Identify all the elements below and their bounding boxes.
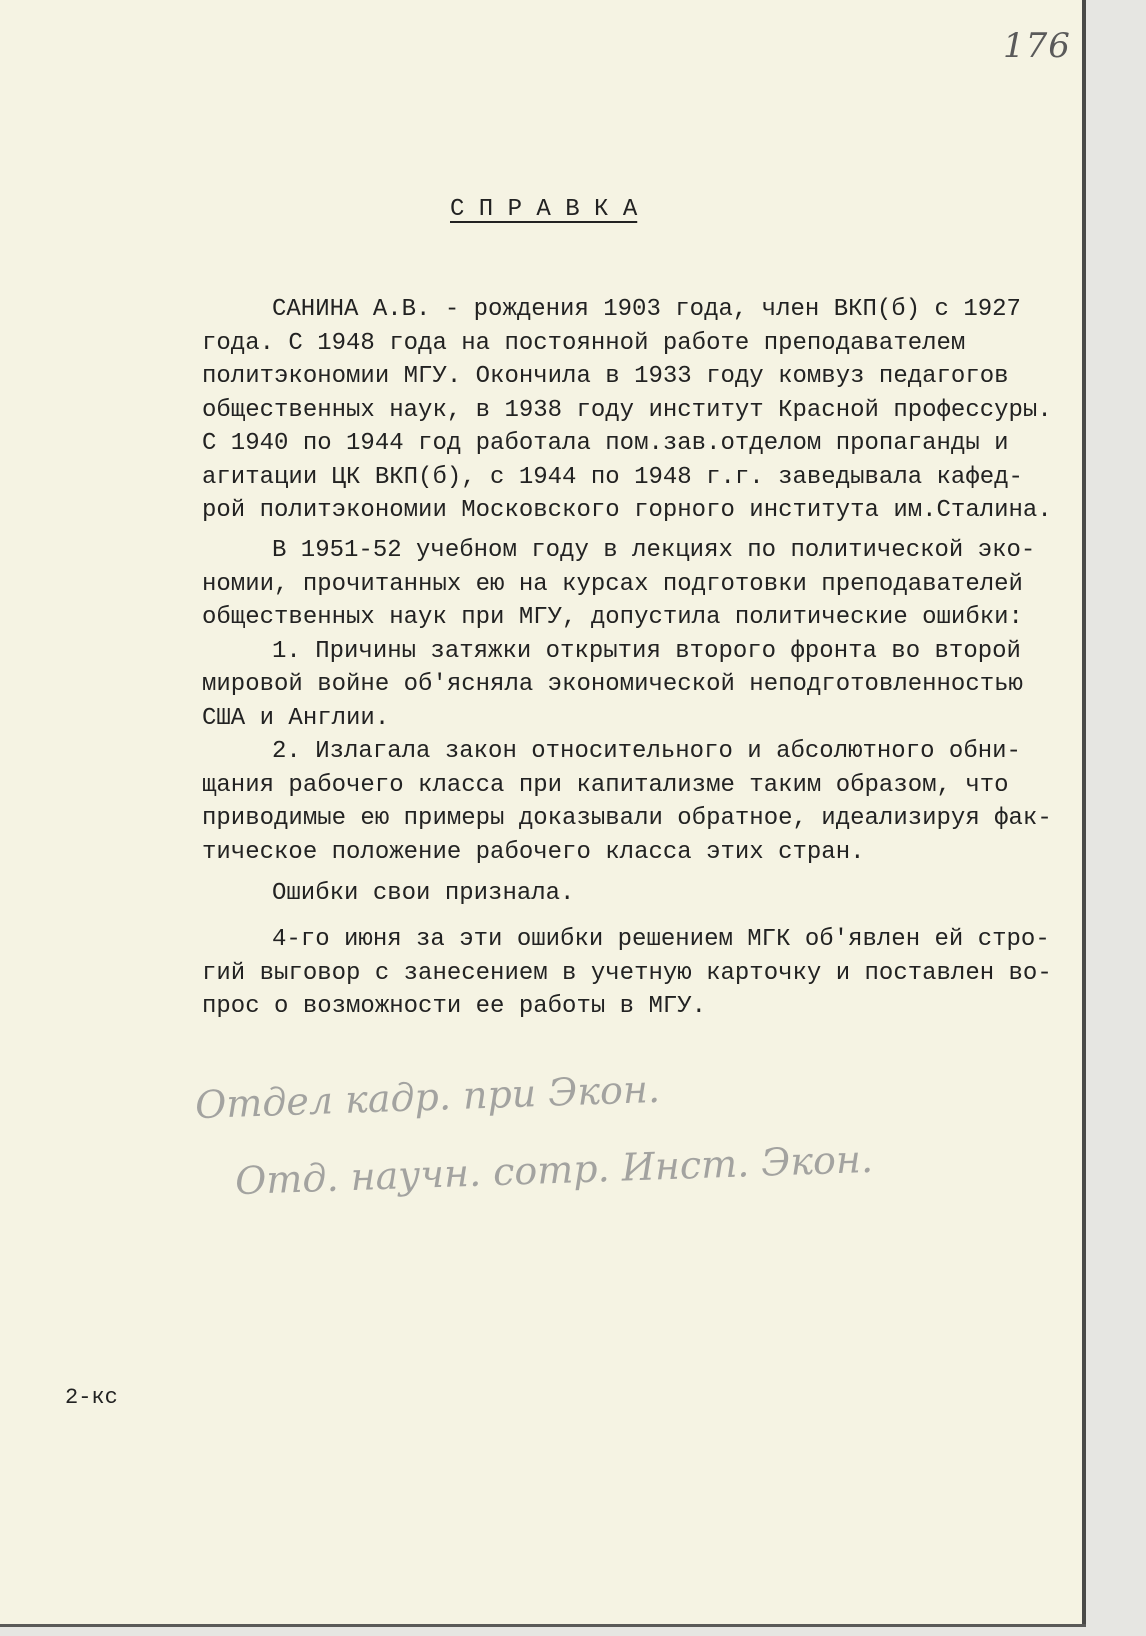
handwritten-note: Отдел кадр. при Экон. — [194, 1066, 661, 1128]
paragraph-errors — [202, 534, 1052, 869]
list-item-2-line: щания рабочего класса при капитализме таким образом, что — [202, 771, 1009, 799]
scan-edge-bottom — [0, 1624, 1086, 1627]
text-line: общественных наук при МГУ, допустила политические ошибки: — [202, 604, 1023, 631]
text-line: САНИНА А.В. - рождения 1903 года, член ВКП(б) с 1927 — [272, 296, 1021, 323]
text-line: С 1940 по 1944 год работала пом.зав.отделом пропаганды и — [202, 430, 1009, 457]
text-line: Ошибки свои признала. — [272, 880, 575, 907]
handwritten-note: Отд. научн. сотр. Инст. Экон. — [234, 1136, 874, 1204]
paragraph-biography — [202, 293, 1052, 528]
document-title: С П Р А В К А — [450, 196, 638, 223]
scan-edge-right — [1082, 0, 1086, 1626]
text-line: агитации ЦК ВКП(б), с 1944 по 1948 г.г. заведывала кафед- — [202, 463, 1023, 491]
text-line: 4-го июня за эти ошибки решением МГК об'явлен ей стро- — [272, 926, 1050, 953]
list-item-2-line: 2. Излагала закон относительного и абсолютного обни- — [272, 738, 1021, 765]
text-line: рой политэкономии Московского горного института им.Сталина. — [202, 497, 1052, 524]
list-item-1-line: США и Англии. — [202, 704, 390, 732]
text-line: номии, прочитанных ею на курсах подготовки преподавателей — [202, 570, 1023, 598]
text-line: политэкономии МГУ. Окончила в 1933 году комвуз педагогов — [202, 363, 1009, 390]
list-item-1-line: 1. Причины затяжки открытия второго фронта во второй — [272, 637, 1021, 665]
list-item-2-line: приводимые ею примеры доказывали обратное, идеализируя фак- — [202, 805, 1052, 832]
paragraph-reprimand — [202, 923, 1052, 1024]
text-line: В 1951-52 учебном году в лекциях по политической эко- — [272, 537, 1036, 564]
document-code: 2-кс — [65, 1385, 118, 1410]
text-line: общественных наук, в 1938 году институт Красной профессуры. — [202, 396, 1052, 424]
text-line: гий выговор с занесением в учетную карточку и поставлен во- — [202, 959, 1052, 987]
list-item-1-line: мировой войне об'ясняла экономической неподготовленностью — [202, 671, 1023, 698]
list-item-2-line: тическое положение рабочего класса этих стран. — [202, 838, 865, 866]
text-line: года. С 1948 года на постоянной работе преподавателем — [202, 329, 966, 357]
text-line: прос о возможности ее работы в МГУ. — [202, 993, 707, 1020]
page-number: 176 — [1003, 26, 1071, 66]
paragraph-admission — [202, 877, 574, 911]
